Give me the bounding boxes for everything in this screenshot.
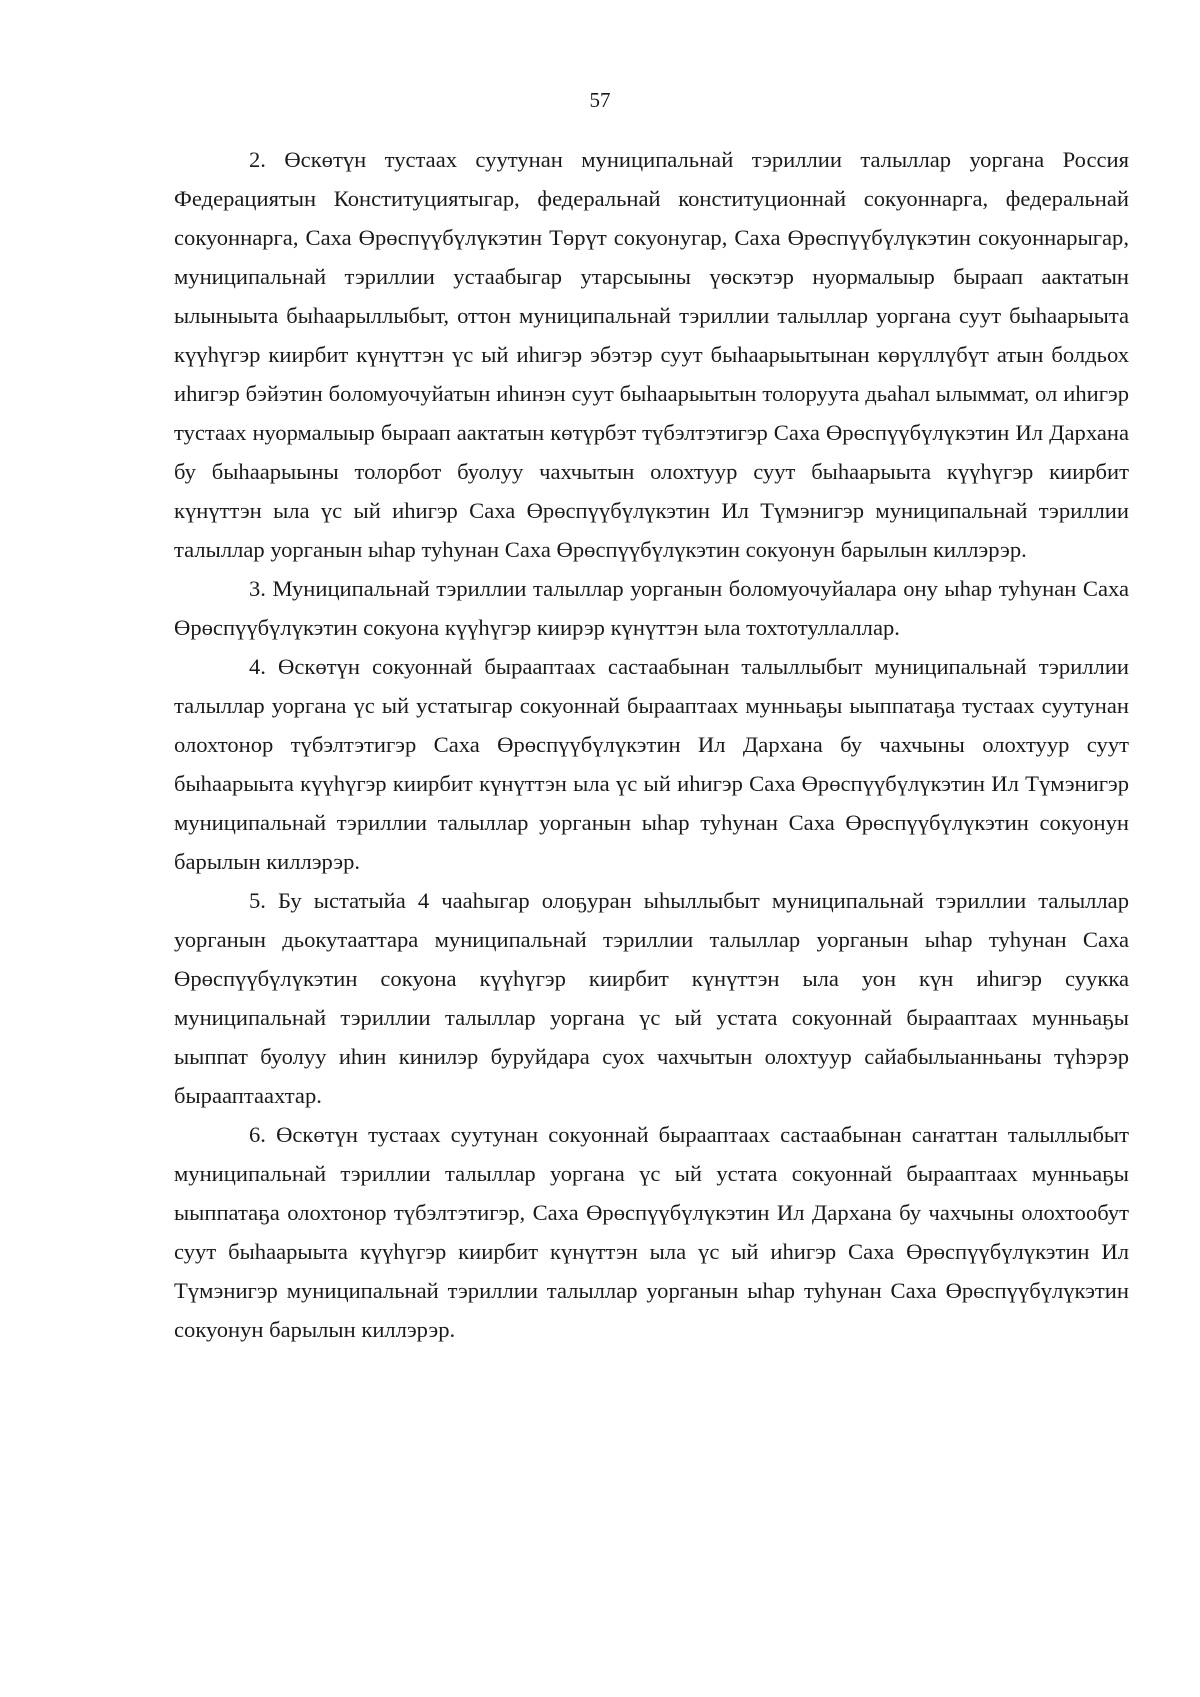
paragraph-5: 5. Бу ыстатыйа 4 чааһыгар олоҕуран ыһыллыбыт муниципальнай тэриллии талыллар уорганын дьокутааттара муниципальнай тэриллии талыллар уорганын ыһар туһунан Саха Өрөспүүбүлүкэтин сокуона күүһүгэр киирбит күнүттэн ыла уон күн иһигэр суукка муниципальнай тэриллии талыллар уоргана үс ый устата сокуоннай бырааптаах мунньаҕы ыыппат буолуу иһин кинилэр буруйдара суох чахчытын олохтуур сайабылыанньаны түһэрэр бырааптаахтар. (174, 888, 1129, 1108)
document-body (174, 140, 1129, 1349)
paragraph-2: 2. Өскөтүн тустаах суутунан муниципальнай тэриллии талыллар уоргана Россия Федерациятын Конституциятыгар, федеральнай конституционнай сокуоннарга, федеральнай сокуоннарга, Саха Өрөспүүбүлүкэтин Төрүт сокуонугар, Саха Өрөспүүбүлүкэтин сокуоннарыгар, муниципальнай тэриллии устаабыгар утарсыыны үөскэтэр нуормалыыр быраап аактатын ылыныыта быһаарыллыбыт, оттон муниципальнай тэриллии талыллар уоргана суут быһаарыыта күүһүгэр киирбит күнүттэн үс ый иһигэр эбэтэр суут быһаарыытынан көрүллүбүт атын болдьох иһигэр бэйэтин боломуочуйатын иһинэн суут быһаарыытын толоруута дьаһал ылыммат, ол иһигэр тустаах нуормалыыр быраап аактатын көтүрбэт түбэлтэтигэр Саха Өрөспүүбүлүкэтин Ил Дархана бу быһаарыыны толорбот буолуу чахчытын олохтуур суут быһаарыыта күүһүгэр киирбит күнүттэн ыла үс ый иһигэр Саха Өрөспүүбүлүкэтин Ил Түмэнигэр муниципальнай тэриллии талыллар уорганын ыһар туһунан Саха Өрөспүүбүлүкэтин сокуонун барылын киллэрэр. (174, 147, 1129, 562)
paragraph-3: 3. Муниципальнай тэриллии талыллар уорганын боломуочуйалара ону ыһар туһунан Саха Өрөспүүбүлүкэтин сокуона күүһүгэр киирэр күнүттэн ыла тохтотуллаллар. (174, 576, 1129, 640)
paragraph-6: 6. Өскөтүн тустаах суутунан сокуоннай бырааптаах састаабынан саҥаттан талыллыбыт муниципальнай тэриллии талыллар уоргана үс ый устата сокуоннай бырааптаах мунньаҕы ыыппатаҕа олохтонор түбэлтэтигэр, Саха Өрөспүүбүлүкэтин Ил Дархана бу чахчыны олохтообут суут быһаарыыта күүһүгэр киирбит күнүттэн ыла үс ый иһигэр Саха Өрөспүүбүлүкэтин Ил Түмэнигэр муниципальнай тэриллии талыллар уорганын ыһар туһунан Саха Өрөспүүбүлүкэтин сокуонун барылын киллэрэр. (174, 1122, 1129, 1342)
page-number: 57 (589, 88, 611, 112)
paragraph-4: 4. Өскөтүн сокуоннай бырааптаах састаабынан талыллыбыт муниципальнай тэриллии талыллар уоргана үс ый устатыгар сокуоннай бырааптаах мунньаҕы ыыппатаҕа тустаах суутунан олохтонор түбэлтэтигэр Саха Өрөспүүбүлүкэтин Ил Дархана бу чахчыны олохтуур суут быһаарыыта күүһүгэр киирбит күнүттэн ыла үс ый иһигэр Саха Өрөспүүбүлүкэтин Ил Түмэнигэр муниципальнай тэриллии талыллар уорганын ыһар туһунан Саха Өрөспүүбүлүкэтин сокуонун барылын киллэрэр. (174, 654, 1129, 874)
